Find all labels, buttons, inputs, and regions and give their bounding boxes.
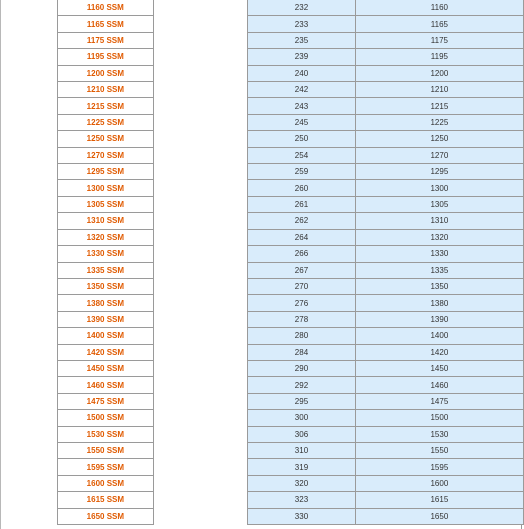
table-row: [58, 229, 524, 245]
belt-name-cell[interactable]: 1615 SSM: [58, 492, 154, 508]
spacer-cell: [153, 475, 248, 491]
spacer-cell: [153, 229, 248, 245]
table-row: [58, 16, 524, 32]
value-cell: 239: [248, 49, 356, 65]
size-cell: 1305: [355, 196, 523, 212]
belt-name-cell[interactable]: 1350 SSM: [58, 278, 154, 294]
table-row: [58, 459, 524, 475]
spacer-cell: [153, 65, 248, 81]
size-cell: 1160: [355, 0, 523, 16]
table-row: [58, 65, 524, 81]
size-cell: 1270: [355, 147, 523, 163]
value-cell: 323: [248, 492, 356, 508]
belt-name-cell[interactable]: 1305 SSM: [58, 196, 154, 212]
value-cell: 233: [248, 16, 356, 32]
spacer-cell: [153, 295, 248, 311]
table-row: [58, 262, 524, 278]
table-row: [58, 246, 524, 262]
size-cell: 1250: [355, 131, 523, 147]
table-row: [58, 196, 524, 212]
belt-name-cell[interactable]: 1195 SSM: [58, 49, 154, 65]
value-cell: 320: [248, 475, 356, 491]
size-cell: 1225: [355, 114, 523, 130]
spacer-cell: [153, 180, 248, 196]
belt-name-cell[interactable]: 1460 SSM: [58, 377, 154, 393]
spacer-cell: [153, 442, 248, 458]
value-cell: 250: [248, 131, 356, 147]
value-cell: 270: [248, 278, 356, 294]
table-row: [58, 82, 524, 98]
size-cell: 1530: [355, 426, 523, 442]
belt-name-cell[interactable]: 1475 SSM: [58, 393, 154, 409]
belt-size-table: [57, 0, 524, 525]
belt-name-cell[interactable]: 1330 SSM: [58, 246, 154, 262]
value-cell: 280: [248, 328, 356, 344]
belt-name-cell[interactable]: 1210 SSM: [58, 82, 154, 98]
value-cell: 264: [248, 229, 356, 245]
size-cell: 1215: [355, 98, 523, 114]
belt-name-cell[interactable]: 1270 SSM: [58, 147, 154, 163]
size-cell: 1350: [355, 278, 523, 294]
size-cell: 1550: [355, 442, 523, 458]
value-cell: 240: [248, 65, 356, 81]
size-cell: 1310: [355, 213, 523, 229]
belt-name-cell[interactable]: 1650 SSM: [58, 508, 154, 524]
spacer-cell: [153, 360, 248, 376]
table-row: [58, 164, 524, 180]
spacer-cell: [153, 328, 248, 344]
spacer-cell: [153, 246, 248, 262]
spacer-cell: [153, 114, 248, 130]
spacer-cell: [153, 131, 248, 147]
value-cell: 262: [248, 213, 356, 229]
value-cell: 254: [248, 147, 356, 163]
table-row: [58, 278, 524, 294]
table-row: [58, 114, 524, 130]
value-cell: 330: [248, 508, 356, 524]
spacer-cell: [153, 278, 248, 294]
belt-name-cell[interactable]: 1600 SSM: [58, 475, 154, 491]
size-cell: 1475: [355, 393, 523, 409]
value-cell: 232: [248, 0, 356, 16]
table-row: [58, 393, 524, 409]
value-cell: 266: [248, 246, 356, 262]
value-cell: 319: [248, 459, 356, 475]
table-row: [58, 131, 524, 147]
belt-name-cell[interactable]: 1225 SSM: [58, 114, 154, 130]
size-cell: 1390: [355, 311, 523, 327]
value-cell: 292: [248, 377, 356, 393]
table-row: [58, 32, 524, 48]
value-cell: 267: [248, 262, 356, 278]
belt-name-cell[interactable]: 1390 SSM: [58, 311, 154, 327]
spacer-cell: [153, 16, 248, 32]
belt-name-cell[interactable]: 1165 SSM: [58, 16, 154, 32]
spacer-cell: [153, 492, 248, 508]
belt-name-cell[interactable]: 1550 SSM: [58, 442, 154, 458]
table-row: [58, 295, 524, 311]
table-row: [58, 98, 524, 114]
size-cell: 1615: [355, 492, 523, 508]
spacer-cell: [153, 344, 248, 360]
spacer-cell: [153, 196, 248, 212]
size-cell: 1195: [355, 49, 523, 65]
value-cell: 260: [248, 180, 356, 196]
table-row: [58, 492, 524, 508]
table-row: [58, 213, 524, 229]
table-row: [58, 442, 524, 458]
size-cell: 1400: [355, 328, 523, 344]
table-row: [58, 360, 524, 376]
spacer-cell: [153, 164, 248, 180]
table-row: [58, 377, 524, 393]
size-cell: 1200: [355, 65, 523, 81]
belt-name-cell[interactable]: 1380 SSM: [58, 295, 154, 311]
belt-name-cell[interactable]: 1295 SSM: [58, 164, 154, 180]
belt-name-cell[interactable]: 1595 SSM: [58, 459, 154, 475]
size-cell: 1420: [355, 344, 523, 360]
spacer-cell: [153, 410, 248, 426]
size-cell: 1500: [355, 410, 523, 426]
value-cell: 290: [248, 360, 356, 376]
belt-name-cell[interactable]: 1500 SSM: [58, 410, 154, 426]
spacer-cell: [153, 311, 248, 327]
value-cell: 306: [248, 426, 356, 442]
table-row: [58, 475, 524, 491]
value-cell: 284: [248, 344, 356, 360]
size-cell: 1600: [355, 475, 523, 491]
value-cell: 278: [248, 311, 356, 327]
belt-name-cell[interactable]: 1310 SSM: [58, 213, 154, 229]
size-cell: 1335: [355, 262, 523, 278]
value-cell: 235: [248, 32, 356, 48]
size-cell: 1330: [355, 246, 523, 262]
value-cell: 259: [248, 164, 356, 180]
table-row: [58, 508, 524, 524]
spacer-cell: [153, 459, 248, 475]
size-cell: 1460: [355, 377, 523, 393]
size-cell: 1175: [355, 32, 523, 48]
table-row: [58, 147, 524, 163]
belt-name-cell[interactable]: 1250 SSM: [58, 131, 154, 147]
spacer-cell: [153, 508, 248, 524]
size-cell: 1380: [355, 295, 523, 311]
value-cell: 245: [248, 114, 356, 130]
spacer-cell: [153, 262, 248, 278]
spacer-cell: [153, 393, 248, 409]
table-row: [58, 426, 524, 442]
size-cell: 1210: [355, 82, 523, 98]
spacer-cell: [153, 32, 248, 48]
table-row: [58, 410, 524, 426]
spacer-cell: [153, 377, 248, 393]
page-left-border: [0, 0, 1, 529]
size-cell: 1320: [355, 229, 523, 245]
belt-name-cell[interactable]: 1175 SSM: [58, 32, 154, 48]
size-cell: 1295: [355, 164, 523, 180]
spacer-cell: [153, 426, 248, 442]
value-cell: 242: [248, 82, 356, 98]
value-cell: 310: [248, 442, 356, 458]
spacer-cell: [153, 98, 248, 114]
size-cell: 1595: [355, 459, 523, 475]
belt-name-cell[interactable]: 1400 SSM: [58, 328, 154, 344]
spacer-cell: [153, 0, 248, 16]
belt-name-cell[interactable]: 1160 SSM: [58, 0, 154, 16]
table-row: [58, 49, 524, 65]
belt-name-cell[interactable]: 1215 SSM: [58, 98, 154, 114]
spacer-cell: [153, 49, 248, 65]
table-row: [58, 344, 524, 360]
belt-name-cell[interactable]: 1420 SSM: [58, 344, 154, 360]
spacer-cell: [153, 147, 248, 163]
spacer-cell: [153, 82, 248, 98]
belt-name-cell[interactable]: 1530 SSM: [58, 426, 154, 442]
belt-size-table-body: [58, 0, 524, 525]
size-cell: 1300: [355, 180, 523, 196]
spacer-cell: [153, 213, 248, 229]
value-cell: 261: [248, 196, 356, 212]
size-cell: 1450: [355, 360, 523, 376]
size-cell: 1165: [355, 16, 523, 32]
value-cell: 295: [248, 393, 356, 409]
value-cell: 243: [248, 98, 356, 114]
belt-name-cell[interactable]: 1320 SSM: [58, 229, 154, 245]
value-cell: 276: [248, 295, 356, 311]
belt-name-cell[interactable]: 1335 SSM: [58, 262, 154, 278]
size-cell: 1650: [355, 508, 523, 524]
belt-name-cell[interactable]: 1450 SSM: [58, 360, 154, 376]
value-cell: 300: [248, 410, 356, 426]
table-row: [58, 0, 524, 16]
table-row: [58, 311, 524, 327]
belt-name-cell[interactable]: 1300 SSM: [58, 180, 154, 196]
belt-name-cell[interactable]: 1200 SSM: [58, 65, 154, 81]
table-row: [58, 180, 524, 196]
table-row: [58, 328, 524, 344]
